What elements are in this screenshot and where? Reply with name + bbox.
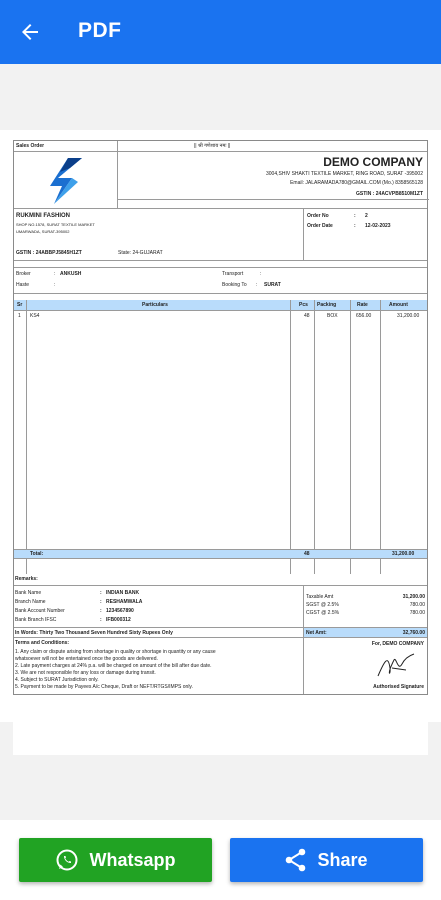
- col-packing: Packing: [317, 302, 337, 308]
- booking-label: Booking To: [222, 282, 247, 288]
- whatsapp-label: Whatsapp: [89, 849, 176, 870]
- amount-in-words: In Words: Thirty Two Thousand Seven Hundred Sixty Rupees Only: [15, 630, 173, 636]
- invoice: Sales Order || श्री गणेशाय नमः || DEMO COMPANY 3004,SHIV SHAKTI TEXTILE MARKET, RING ROAD, SURAT -395002 Email: JALARAMADA780@GMAIL.COM (Mo.) 8358565128 GSTIN : 24ACVPB8510M1ZT RUKMINI FASHION SHOP NO.1578, SURAT TEXTILE MARKET UMARWADA, SURAT-395002 GSTIN : 24ABBPJ5845H1ZT State: 24-GUJARAT Order No : 2 Order Date : 12-02-2023 Broker : ANKUSH Haste : Transport : Booking To : SURAT Sr Particulars Pcs Packing Rate Amount 1 KS4 48 BOX 656.00 31,200.00 Total: 48 31,200.00: [13, 140, 428, 716]
- buyer-gstin: GSTIN : 24ABBPJ5845H1ZT: [16, 250, 82, 256]
- invocation-text: || श्री गणेशाय नमः ||: [194, 143, 231, 149]
- signature: [374, 650, 418, 682]
- page-title: PDF: [78, 19, 122, 42]
- company-address: 3004,SHIV SHAKTI TEXTILE MARKET, RING ROAD, SURAT -395002: [266, 171, 423, 177]
- whatsapp-button[interactable]: [19, 838, 212, 882]
- col-sr: Sr: [17, 302, 23, 308]
- broker-label: Broker: [16, 271, 31, 277]
- terms-title: Terms and Conditions:: [15, 640, 70, 646]
- cgst-amount: 780.00: [409, 610, 425, 616]
- transport-label: Transport: [222, 271, 244, 277]
- col-amount: Amount: [389, 302, 408, 308]
- for-company: For, DEMO COMPANY: [371, 641, 424, 647]
- col-particulars: Particulars: [142, 302, 168, 308]
- taxable-amount: 31,200.00: [402, 594, 425, 600]
- order-date-value: 12-02-2023: [365, 223, 391, 229]
- order-no-label: Order No: [307, 213, 329, 219]
- bank-ifsc: IFB000312: [106, 617, 131, 623]
- company-logo: [48, 158, 84, 204]
- total-label: Total:: [30, 551, 44, 557]
- col-rate: Rate: [357, 302, 368, 308]
- total-pcs: 48: [304, 551, 310, 557]
- total-amount: 31,200.00: [392, 551, 415, 557]
- remarks-label: Remarks:: [15, 576, 38, 582]
- doc-type: Sales Order: [16, 143, 45, 149]
- share-label: Share: [317, 849, 368, 870]
- share-button[interactable]: [230, 838, 423, 882]
- buyer-address-2: UMARWADA, SURAT-395002: [16, 229, 70, 234]
- broker-value: ANKUSH: [60, 271, 82, 277]
- arrow-left-icon[interactable]: [18, 20, 42, 44]
- col-pcs: Pcs: [299, 302, 308, 308]
- bank-account: 1234567890: [106, 608, 134, 614]
- buyer-address-1: SHOP NO.1578, SURAT TEXTILE MARKET: [16, 222, 95, 227]
- order-date-label: Order Date: [307, 223, 333, 229]
- invoice-footer: Remarks: Bank Name : INDIAN BANK Branch Name : RESHAMWALA Bank Account Number : 1234567890 Bank Branch IFSC : IFB000312 Taxable Amt 31,200.00 SGST @ 2.5% 780.00 CGST @ 2.5% 780.00 In Words: Thirty Two Thousand Seven Hundred Sixty Rupees Only Net Amt: 32,760.00 Terms and Conditions: 1. Any claim or dispute arising from shortage in quality or shortage in quantity or any cause whatsoever will not be entertained once the goods are delivered. 2. Late payment charges at 24% p.a. will be charged on amount of the bill after due date. 3. We are not responsible for any loss or damage during transit. 4. Subject to SURAT Jurisdiction only. 5. Payment to be made by Payees A/c Cheque, Draft or NEFT/RTGS/IMPS only. For, DEMO COMPANY Authorised Signature: [14, 574, 427, 717]
- net-amount-label: Net Amt:: [306, 630, 327, 636]
- authorised-signature: Authorised Signature: [373, 684, 424, 690]
- company-contact: Email: JALARAMADA780@GMAIL.COM (Mo.) 8358565128: [290, 180, 423, 186]
- net-amount: 32,760.00: [402, 630, 425, 636]
- app-bar: [0, 0, 441, 64]
- company-gstin: GSTIN : 24ACVPB8510M1ZT: [356, 191, 423, 197]
- order-no-value: 2: [365, 213, 368, 219]
- sgst-amount: 780.00: [409, 602, 425, 608]
- booking-value: SURAT: [264, 282, 281, 288]
- share-icon: [285, 848, 307, 872]
- whatsapp-icon: [55, 848, 79, 872]
- buyer-state: State: 24-GUJARAT: [118, 250, 163, 256]
- bank-name: INDIAN BANK: [106, 590, 140, 596]
- action-bar: [0, 820, 441, 900]
- buyer-name: RUKMINI FASHION: [16, 213, 70, 219]
- company-name: DEMO COMPANY: [323, 155, 423, 169]
- branch-name: RESHAMWALA: [106, 599, 143, 605]
- haste-label: Haste: [16, 282, 30, 288]
